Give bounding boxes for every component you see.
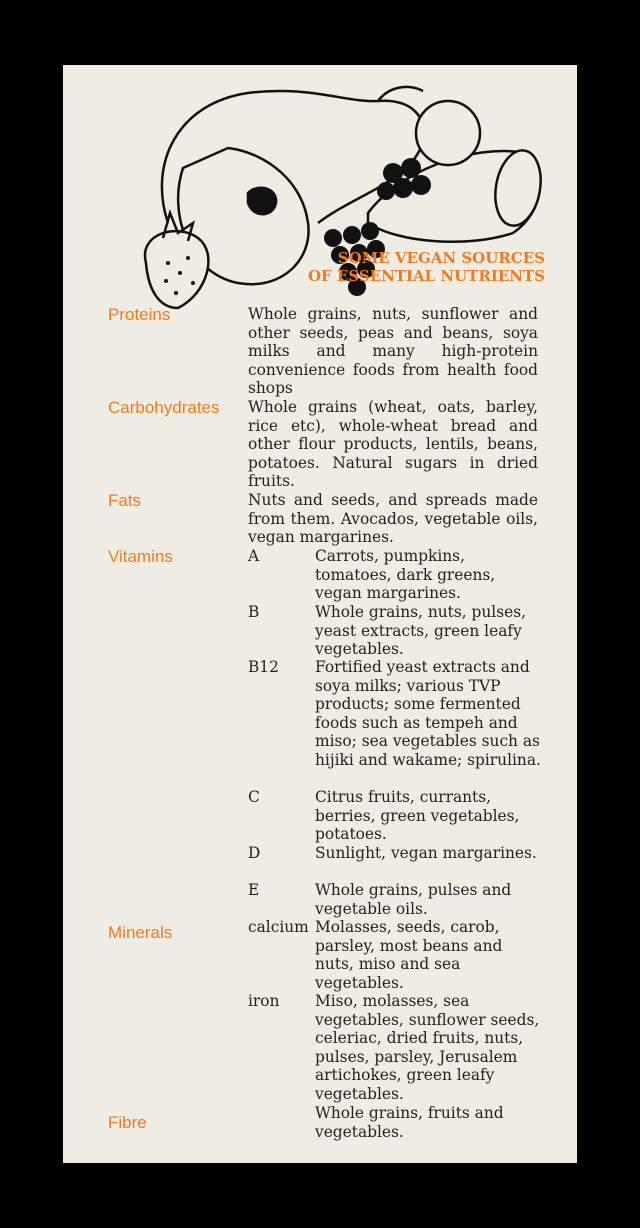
vitamin-text: Whole grains, pulses and vegetable oils.: [315, 881, 512, 918]
vitamin-label: B12: [248, 658, 279, 676]
vitamin-text: Carrots, pumpkins, tomatoes, dark greens, vegan margarines.: [315, 547, 496, 603]
fats-text: Nuts and seeds, and spreads made from them. Avocados, vegetable oils, vegan margarines.: [248, 491, 538, 547]
vitamin-text: Citrus fruits, currants, berries, green vegetables, potatoes.: [315, 788, 520, 844]
vitamin-text: Fortified yeast extracts and soya milks; various TVP products; some fermented foods such as tempeh and miso; sea vegetables such as hijiki and wakame; spirulina.: [315, 658, 541, 769]
vitamin-text: Sunlight, vegan margarines.: [315, 844, 537, 862]
mineral-text: Molasses, seeds, carob, parsley, most beans and nuts, miso and sea vegetables.: [315, 918, 503, 992]
category-vitamins: Vitamins: [108, 547, 173, 566]
category-minerals: Minerals: [108, 923, 173, 942]
category-proteins: Proteins: [108, 305, 171, 324]
title-line-1: SOME VEGAN SOURCES: [337, 249, 545, 267]
leaflet-card: [63, 65, 577, 1163]
mineral-label: iron: [248, 992, 280, 1010]
mineral-label: calcium: [248, 918, 309, 936]
page-title: [308, 249, 545, 285]
category-fats: Fats: [108, 491, 142, 510]
mineral-text: Miso, molasses, sea vegetables, sunflower seeds, celeriac, dried fruits, nuts, pulses, parsley, Jerusalem artichokes, green leafy vegetables.: [315, 992, 540, 1103]
vitamin-label: A: [248, 547, 260, 565]
vitamin-label: E: [248, 881, 260, 899]
vitamin-text: Whole grains, nuts, pulses, yeast extracts, green leafy vegetables.: [315, 603, 526, 659]
vitamin-label: C: [248, 788, 260, 806]
category-carbohydrates: Carbohydrates: [108, 398, 220, 417]
title-line-2: OF ESSENTIAL NUTRIENTS: [307, 267, 545, 285]
fibre-text: Whole grains, fruits and vegetables.: [315, 1104, 504, 1141]
category-fibre: Fibre: [108, 1113, 147, 1132]
carbohydrates-text: Whole grains (wheat, oats, barley, rice etc), whole-wheat bread and other flour products, lentils, beans, potatoes. Natural sugars in dried fruits.: [248, 398, 538, 491]
vitamin-label: D: [248, 844, 261, 862]
vitamin-label: B: [248, 603, 260, 621]
proteins-text: Whole grains, nuts, sunflower and other seeds, peas and beans, soya milks and many high-protein convenience foods from health food shops: [248, 305, 538, 398]
